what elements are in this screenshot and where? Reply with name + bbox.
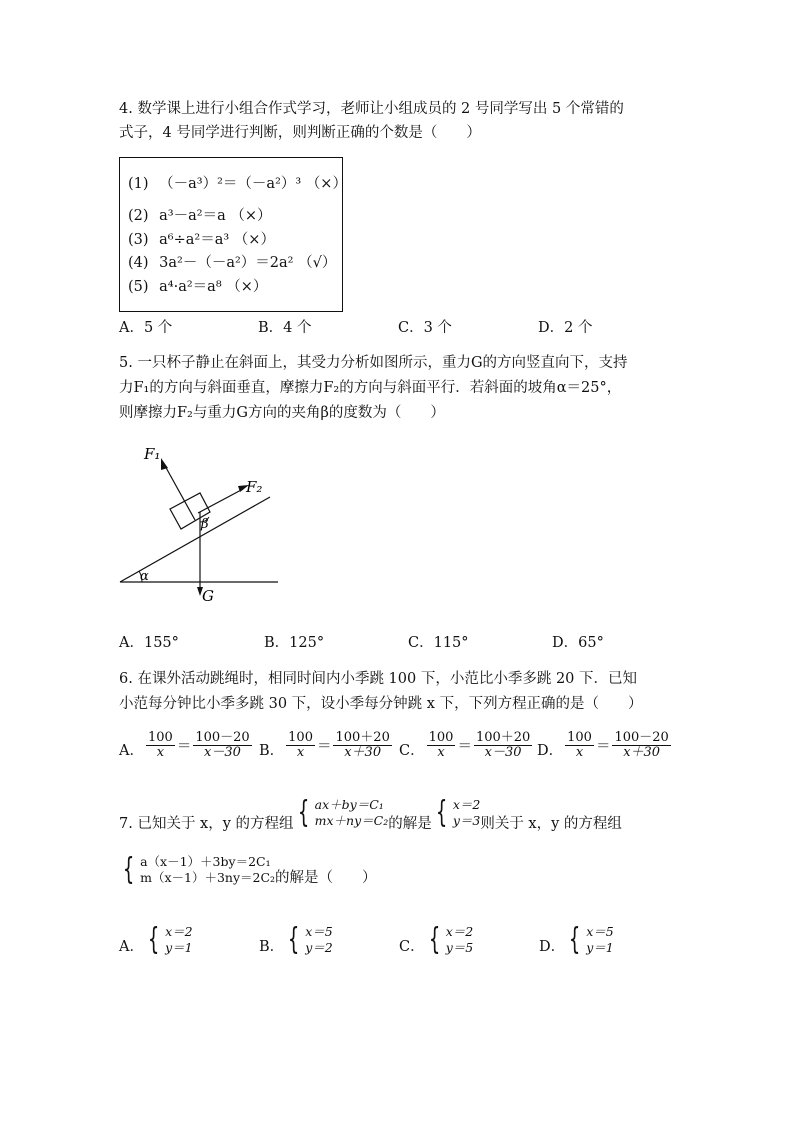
q7-option-a[interactable]: A． { x＝2 y＝1 bbox=[119, 922, 193, 957]
q4-expression-box bbox=[119, 157, 347, 312]
frac-right: $\frac{100+20}{x+30}$ bbox=[335, 730, 390, 760]
frac-right: $\frac{100-20}{x-30}$ bbox=[195, 730, 250, 760]
q4-option-a[interactable]: A．5 个 bbox=[119, 320, 173, 336]
q6-option-d[interactable]: D． $\frac{100}{x}$ ＝ $\frac{100-20}{x+30}$ bbox=[537, 730, 669, 760]
q7-system-1: { ax＋by＝C₁ mx＋ny＝C₂ bbox=[297, 794, 389, 830]
f1-arrowhead bbox=[161, 458, 168, 470]
q4-option-b[interactable]: B．4 个 bbox=[258, 320, 312, 336]
q4-item-5: (5) a⁴·a²＝a⁸ （×） bbox=[128, 279, 268, 295]
q4-line1: 4. 数学课上进行小组合作式学习，老师让小组成员的 2 号同学写出 5 个常错的 bbox=[119, 101, 624, 117]
q4-item-1: (1) （－a³）²＝（－a²）³ （×） bbox=[128, 176, 347, 192]
q6-option-c[interactable]: C． $\frac{100}{x}$ ＝ $\frac{100+20}{x-30}$ bbox=[399, 730, 531, 760]
q7-solution: { x＝2 y＝3 bbox=[435, 794, 481, 830]
q5-line3: 则摩擦力F₂与重力G方向的夹角β的度数为（ ） bbox=[119, 405, 445, 421]
q6-option-b[interactable]: B． $\frac{100}{x}$ ＝ $\frac{100+20}{x+30}$ bbox=[259, 730, 390, 760]
beta-label: β bbox=[201, 517, 209, 532]
q4-option-d[interactable]: D．2 个 bbox=[538, 320, 593, 336]
q7-option-b[interactable]: B． { x＝5 y＝2 bbox=[259, 922, 333, 957]
q7-system-2: { a（x－1）＋3by＝2C₁ m（x－1）＋3ny＝2C₂ bbox=[122, 851, 276, 887]
q7-option-c[interactable]: C． { x＝2 y＝5 bbox=[399, 922, 474, 957]
q5-option-a[interactable]: A．155° bbox=[119, 635, 179, 651]
q5-option-b[interactable]: B．125° bbox=[264, 635, 325, 651]
q6-option-a[interactable]: A． $\frac{100}{x}$ ＝ $\frac{100-20}{x-30}$ bbox=[119, 730, 250, 760]
q4-line2: 式子，4 号同学进行判断，则判断正确的个数是（ ） bbox=[119, 125, 481, 141]
q7-stem-line2: { a（x－1）＋3by＝2C₁ m（x－1）＋3ny＝2C₂ 的解是（ ） bbox=[119, 852, 377, 887]
frac-left: $\frac{100}{x}$ bbox=[567, 730, 592, 760]
q4-item-3: (3) a⁶÷a²＝a³ （×） bbox=[128, 232, 275, 248]
frac-right: $\frac{100+20}{x-30}$ bbox=[475, 730, 531, 760]
q6-line1: 6. 在课外活动跳绳时，相同时间内小季跳 100 下，小范比小季多跳 20 下．已知 bbox=[119, 671, 638, 687]
f2-label: F₂ bbox=[246, 478, 263, 496]
q5-line1: 5. 一只杯子静止在斜面上，其受力分析如图所示，重力G的方向竖直向下，支持 bbox=[119, 355, 628, 371]
q4-item-2: (2) a³－a²＝a （×） bbox=[128, 208, 272, 224]
q7-stem-line1: 7. 已知关于 x，y 的方程组 { ax＋by＝C₁ mx＋ny＝C₂ 的解是 { x＝2 y＝3 则关于 x，y 的方程组 bbox=[119, 794, 622, 832]
q7-option-d[interactable]: D． { x＝5 y＝1 bbox=[539, 922, 614, 957]
q4-option-c[interactable]: C．3 个 bbox=[398, 320, 452, 336]
q6-line2: 小范每分钟比小季多跳 30 下，设小季每分钟跳 x 下，下列方程正确的是（ ） bbox=[119, 696, 643, 712]
q5-line2: 力F₁的方向与斜面垂直，摩擦力F₂的方向与斜面平行．若斜面的坡角α＝25°， bbox=[119, 380, 622, 396]
frac-left: $\frac{100}{x}$ bbox=[147, 730, 173, 760]
frac-left: $\frac{100}{x}$ bbox=[428, 730, 454, 760]
alpha-label: α bbox=[140, 569, 149, 584]
q4-item-4: (4) 3a²－（－a²）＝2a² （√） bbox=[128, 255, 337, 271]
frac-right: $\frac{100-20}{x+30}$ bbox=[614, 730, 669, 760]
f1-label: F₁ bbox=[144, 445, 161, 463]
q5-option-d[interactable]: D．65° bbox=[552, 635, 604, 651]
q5-force-diagram bbox=[110, 440, 300, 610]
frac-left: $\frac{100}{x}$ bbox=[288, 730, 313, 760]
g-label: G bbox=[202, 587, 214, 605]
q5-option-c[interactable]: C．115° bbox=[408, 635, 469, 651]
